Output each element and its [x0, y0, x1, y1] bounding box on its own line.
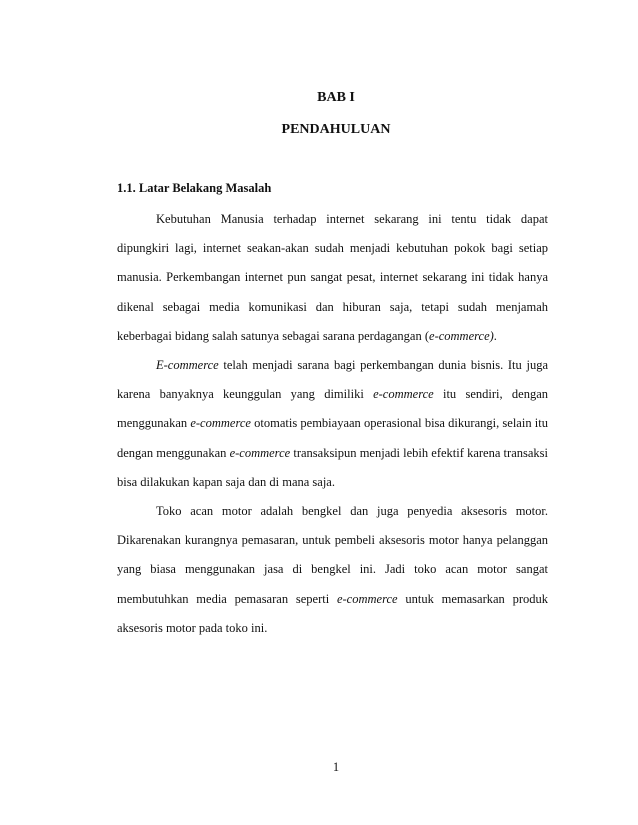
text-run: transaksipun menjadi lebih efektif karena transaksi bisa dilakukan kapan saja dan di mana saja.: [117, 445, 548, 489]
italic-term: e-commerce: [229, 445, 291, 460]
paragraph: [117, 351, 548, 497]
text-run: otomatis pembiayaan operasional bisa dikurangi, selain itu dengan menggunakan: [117, 416, 548, 460]
italic-term: e-commerce): [429, 328, 494, 343]
italic-term: e-commerce: [373, 387, 434, 402]
page-number: 1: [332, 760, 340, 774]
paragraph: [117, 205, 548, 351]
section-heading: 1.1. Latar Belakang Masalah: [117, 181, 272, 195]
italic-term: e-commerce: [190, 416, 251, 431]
text-run: untuk memasarkan produk aksesoris motor pada toko ini.: [117, 591, 548, 635]
text-run: telah menjadi sarana bagi perkembangan dunia bisnis. Itu juga karena banyaknya keunggulan yang dimiliki: [117, 358, 548, 402]
text-run: itu sendiri, dengan menggunakan: [117, 387, 548, 431]
body-text: [117, 205, 548, 643]
text-run: .: [493, 328, 497, 343]
paragraph: [117, 497, 548, 643]
chapter-number: BAB I: [317, 90, 355, 105]
italic-term: E-commerce: [156, 358, 219, 373]
text-run: Kebutuhan Manusia terhadap internet sekarang ini tentu tidak dapat dipungkiri lagi, internet seakan-akan sudah menjadi kebutuhan pokok bagi setiap manusia. Perkembangan internet pun sangat pesat, internet sekarang ini tidak hanya dikenal sebagai media komunikasi dan hiburan saja, tetapi sudah menjamah keberbagai bidang salah satunya sebagai sarana perdagangan (: [117, 212, 548, 343]
text-run: Toko acan motor adalah bengkel dan juga penyedia aksesoris motor. Dikarenakan kurangnya pemasaran, untuk pembeli aksesoris motor hanya pelanggan yang biasa menggunakan jasa di bengkel ini. Jadi toko acan motor sangat membutuhkan media pemasaran seperti: [117, 504, 548, 606]
italic-term: e-commerce: [336, 591, 398, 606]
chapter-title: PENDAHULUAN: [281, 122, 391, 137]
